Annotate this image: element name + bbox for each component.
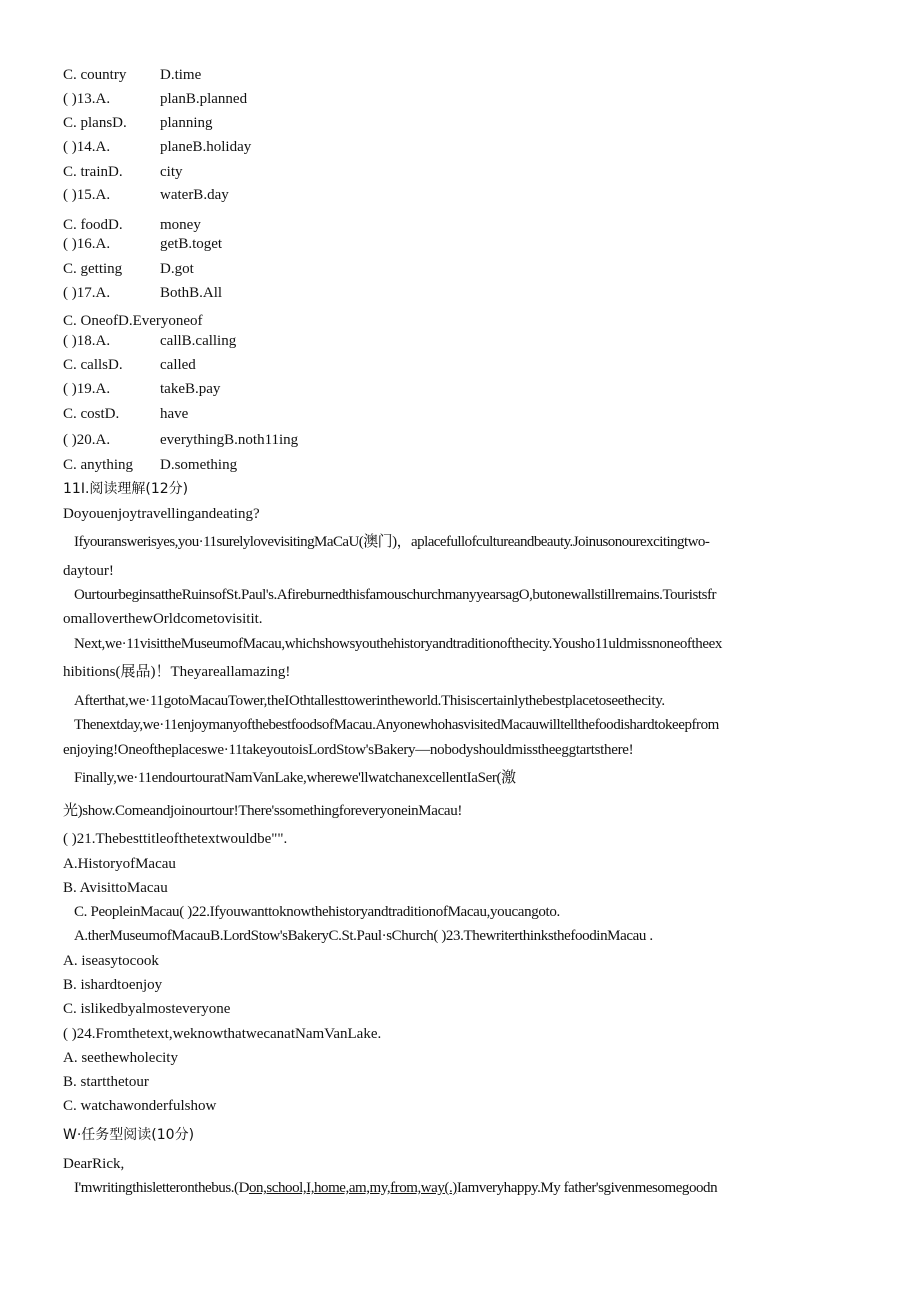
- paragraph-line: daytour!: [63, 563, 114, 579]
- option-text: city: [160, 164, 183, 180]
- option-text: C. anything: [63, 457, 133, 473]
- option-text: BothB.All: [160, 285, 223, 301]
- question-number: ( )20.A.: [63, 432, 111, 448]
- option-text: D.got: [160, 261, 194, 277]
- paragraph-line: Thenextday,we·11enjoymanyofthebestfoodsofMacau.AnyonewhohasvisitedMacauwilltellthefoodishardtokeepfrom: [74, 717, 719, 733]
- letter-text: I'mwritingthisletteronthebus.(D: [74, 1180, 249, 1196]
- reading-intro: Doyouenjoytravellingandeating?: [63, 506, 260, 522]
- option-text: waterB.day: [160, 187, 229, 203]
- answer-option: B. AvisittoMacau: [63, 880, 168, 896]
- paragraph-line: Next,we·11visittheMuseumofMacau,whichshowsyouthehistoryandtraditionofthecity.Yousho11uldmissnoneoftheex: [74, 636, 723, 652]
- option-text: have: [160, 406, 189, 422]
- option-text: D.something: [160, 457, 238, 473]
- option-text: C. costD.: [63, 406, 120, 422]
- paragraph-line: OurtourbeginsattheRuinsofSt.Paul's.AfireburnedthisfamouschurchmanyyearsagO,butonewallstillremains.Touristsfr: [74, 587, 717, 603]
- answer-option: A.HistoryofMacau: [63, 856, 176, 872]
- answer-option: A. seethewholecity: [63, 1050, 178, 1066]
- option-text: C. OneofD.Everyoneof: [63, 313, 203, 329]
- paragraph-line: 光)show.Comeandjoinourtour!There'ssomethingforeveryoneinMacau!: [63, 803, 463, 819]
- section-heading: W·任务型阅读(10分): [63, 1127, 195, 1143]
- option-text: C. country: [63, 67, 127, 83]
- letter-line: [74, 1179, 717, 1197]
- option-text: C. callsD.: [63, 357, 123, 373]
- question-21: ( )21.Thebesttitleofthetextwouldbe"".: [63, 831, 288, 847]
- question-number: ( )16.A.: [63, 236, 111, 252]
- question-24: ( )24.Fromthetext,weknowthatwecanatNamVanLake.: [63, 1026, 382, 1042]
- answer-option: A. iseasytocook: [63, 953, 159, 969]
- answer-option: B. startthetour: [63, 1074, 149, 1090]
- option-text: takeB.pay: [160, 381, 221, 397]
- option-text: C. getting: [63, 261, 123, 277]
- option-text: money: [160, 217, 201, 233]
- option-text: C. trainD.: [63, 164, 123, 180]
- paragraph-line: Afterthat,we·11gotoMacauTower,theIOthtallesttowerintheworld.Thisiscertainlythebestplacetoseethecity.: [74, 693, 665, 709]
- question-number: ( )18.A.: [63, 333, 111, 349]
- question-number: ( )15.A.: [63, 187, 111, 203]
- letter-salutation: DearRick,: [63, 1156, 125, 1172]
- option-text: planeB.holiday: [160, 139, 252, 155]
- option-text: called: [160, 357, 196, 373]
- option-text: planning: [160, 115, 213, 131]
- option-text: everythingB.noth11ing: [160, 432, 299, 448]
- question-number: ( )19.A.: [63, 381, 111, 397]
- paragraph-line: enjoying!Oneoftheplaceswe·11takeyoutoisLordStow'sBakery—nobodyshouldmisstheeggtartsthere!: [63, 742, 634, 758]
- paragraph-line: Finally,we·11endourtouratNamVanLake,wherewe'llwatchanexcellentIaSer(激: [74, 770, 516, 786]
- scrambled-words: on,school,I,home,am,my,from,way(.): [248, 1180, 457, 1196]
- paragraph-line: Ifyouranswerisyes,you·11surelylovevisitingMaCaU(澳门)，aplacefullofcultureandbeauty.Joinusonourexcitingtwo-: [74, 534, 710, 550]
- question-23: A.therMuseumofMacauB.LordStow'sBakeryC.St.Paul·sChurch( )23.ThewriterthinksthefoodinMacau .: [74, 928, 653, 944]
- question-number: ( )14.A.: [63, 139, 111, 155]
- answer-option: C. islikedbyalmosteveryone: [63, 1001, 231, 1017]
- question-22: C. PeopleinMacau( )22.IfyouwanttoknowthehistoryandtraditionofMacau,youcangoto.: [74, 904, 560, 920]
- paragraph-line: hibitions(展品)！Theyareallamazing!: [63, 664, 291, 680]
- option-text: callB.calling: [160, 333, 237, 349]
- option-text: D.time: [160, 67, 202, 83]
- question-number: ( )13.A.: [63, 91, 111, 107]
- answer-option: B. ishardtoenjoy: [63, 977, 163, 993]
- answer-option: C. watchawonderfulshow: [63, 1098, 217, 1114]
- option-text: C. plansD.: [63, 115, 127, 131]
- question-number: ( )17.A.: [63, 285, 111, 301]
- paragraph-line: omalloverthewOrldcometovisitit.: [63, 611, 263, 627]
- letter-text: Iamveryhappy.My father'sgivenmesomegoodn: [456, 1180, 718, 1196]
- option-text: C. foodD.: [63, 217, 123, 233]
- option-text: getB.toget: [160, 236, 223, 252]
- section-heading: 11I.阅读理解(12分): [63, 481, 189, 497]
- option-text: planB.planned: [160, 91, 248, 107]
